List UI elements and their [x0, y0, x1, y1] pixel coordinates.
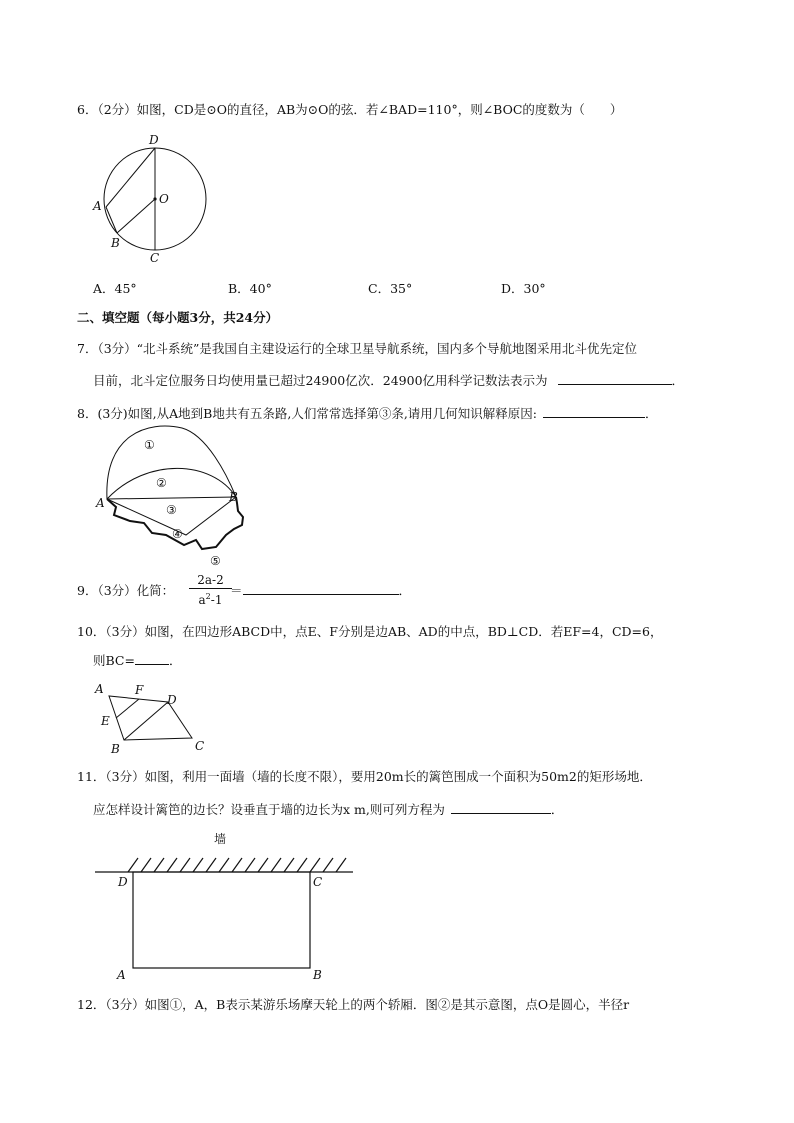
- q7-end: ．: [671, 373, 685, 388]
- q7-line2-text: 目前，北斗定位服务日均使用量已超过24900亿次．24900亿用科学记数法表示为: [93, 373, 548, 388]
- q8-roads-figure: [92, 425, 262, 575]
- wall-hatch-mark: [271, 858, 281, 872]
- label-road-1: ①: [144, 438, 155, 452]
- label-A: A: [95, 682, 104, 696]
- q10-line2: [93, 652, 181, 670]
- q10-answer-blank: [135, 652, 169, 665]
- q11-end: ．: [550, 802, 564, 817]
- label-O: O: [159, 192, 169, 206]
- q6-option-c: C．35°: [368, 281, 413, 296]
- wall-hatch-mark: [167, 858, 177, 872]
- label-B: B: [313, 968, 322, 982]
- q9-numerator: 2a-2: [189, 573, 232, 589]
- label-A: A: [96, 496, 105, 510]
- q6-option-d: D．30°: [501, 281, 546, 296]
- wall-hatch-mark: [219, 858, 229, 872]
- q9-den-rest: -1: [210, 593, 223, 607]
- label-D: D: [149, 133, 159, 147]
- label-F: F: [135, 683, 144, 697]
- label-B: B: [111, 236, 120, 250]
- label-C: C: [150, 251, 160, 265]
- q10-line1: 10．（3分）如图，在四边形ABCD中，点E、F分别是边AB、AD的中点，BD⊥CD．若EF=4，CD=6，: [77, 624, 663, 639]
- q9-answer-blank: [243, 582, 399, 595]
- label-B: B: [111, 742, 120, 756]
- q7-line2: [93, 372, 684, 390]
- wall-hatch-mark: [141, 858, 151, 872]
- wall-hatch-mark: [336, 858, 346, 872]
- q8-answer-blank: [543, 405, 645, 418]
- q11-line2: [93, 801, 563, 819]
- label-road-5: ⑤: [210, 554, 221, 568]
- wall-hatch-mark: [206, 858, 216, 872]
- q8-text: 8．(3分)如图,从A地到B地共有五条路,人们常常选择第③条,请用几何知识解释原因:: [77, 406, 538, 421]
- q6-option-b: B．40°: [228, 281, 272, 296]
- label-wall: 墙: [214, 832, 227, 846]
- label-D: D: [167, 693, 177, 707]
- q10-end: ．: [168, 653, 182, 668]
- wall-hatch-mark: [128, 858, 138, 872]
- q9-equals: ＝: [230, 583, 243, 598]
- label-D: D: [118, 875, 128, 889]
- q10-line2-text: 则BC=: [93, 653, 135, 668]
- wall-hatch-mark: [154, 858, 164, 872]
- label-C: C: [313, 875, 323, 889]
- q6-option-a: A．45°: [93, 281, 137, 296]
- wall-hatch-mark: [323, 858, 333, 872]
- q8-end: ．: [645, 406, 658, 421]
- q10-quadrilateral-figure: [92, 680, 222, 760]
- q9-end: ．: [398, 583, 412, 598]
- q9-den-base: a: [198, 593, 206, 607]
- wall-hatch-mark: [232, 858, 242, 872]
- label-A: A: [93, 199, 102, 213]
- wall-hatch-mark: [258, 858, 268, 872]
- q7-line1: 7．（3分）“北斗系统”是我国自主建设运行的全球卫星导航系统，国内多个导航地图采用北斗优先定位: [77, 341, 637, 356]
- label-road-3: ③: [166, 503, 177, 517]
- label-C: C: [195, 739, 205, 753]
- q11-line1: 11．（3分）如图，利用一面墙（墙的长度不限），要用20m长的篱笆围成一个面积为50m2的矩形场地．: [77, 769, 652, 784]
- q9-prefix: 9．（3分）化简：: [77, 583, 175, 598]
- wall-hatch-mark: [245, 858, 255, 872]
- q9-den-exp: 2: [205, 592, 211, 601]
- q9-answer: [230, 582, 411, 600]
- wall-hatch-mark: [193, 858, 203, 872]
- label-A: A: [117, 968, 126, 982]
- q9-denominator: [189, 589, 232, 608]
- q6-circle-figure: [80, 130, 220, 270]
- q11-wall-figure: [90, 825, 360, 990]
- q7-answer-blank: [558, 372, 672, 385]
- q12-line1: 12．（3分）如图①，A，B表示某游乐场摩天轮上的两个轿厢．图②是其示意图，点O是圆心，半径r: [77, 997, 630, 1012]
- q11-answer-blank: [451, 801, 551, 814]
- label-road-4: ④: [172, 527, 183, 541]
- q9-fraction: [189, 573, 232, 608]
- q8-stem: [77, 405, 658, 423]
- wall-hatch-mark: [180, 858, 190, 872]
- section-heading: 二、填空题（每小题3分，共24分）: [77, 310, 279, 325]
- q6-stem: 6．（2分）如图，CD是⊙O的直径，AB为⊙O的弦．若∠BAD=110°，则∠BOC的度数为（ ）: [77, 102, 623, 117]
- wall-hatch-mark: [284, 858, 294, 872]
- label-B: B: [229, 490, 238, 504]
- label-road-2: ②: [156, 476, 167, 490]
- label-E: E: [101, 714, 110, 728]
- wall-hatch-mark: [297, 858, 307, 872]
- wall-hatch-mark: [310, 858, 320, 872]
- q11-line2-text: 应怎样设计篱笆的边长？设垂直于墙的边长为x m,则可列方程为: [93, 802, 445, 817]
